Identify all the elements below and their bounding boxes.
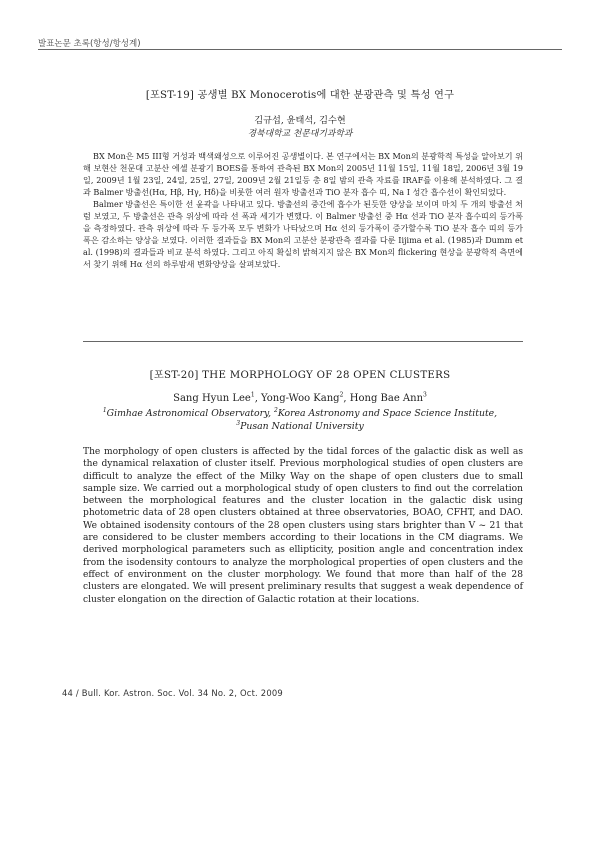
en-abstract-paragraph: The morphology of open clusters is affected by the tidal forces of the galactic disk as well as the dynamical relaxation of cluster itself. Previous morphological studies of open clusters are difficult to analyze the effect of the Milky Way on the shape of open clusters due to small sample size. We carried out a morphological study of open clusters to find out the correlation between the morphological features and the cluster location in the galactic disk using photometric data of 28 open clusters obtained at three observatories, BOAO, CFHT, and DAO. We obtained isodensity contours of the 28 open clusters using stars brighter than V ~ 21 that are considered to be cluster members according to their locations in the CM diagrams. We derived morphological parameters such as ellipticity, position angle and concentration index from the isodensity contours to analyze the morphological properties of open clusters and the effect of environment on the cluster morphology. We found that more than half of the 28 clusters are elongated. We will present preliminary results that suggest a weak dependence of cluster elongation on the direction of Galactic rotation at their locations.	[83, 447, 523, 605]
kr-paper-affiliation: 경북대학교 천문대기과학과	[247, 129, 353, 139]
affil-text: Pusan National University	[240, 420, 364, 432]
affiliations-line-1	[38, 408, 562, 421]
affil-text: Gimhae Astronomical Observatory,	[106, 408, 274, 419]
en-paper-affiliations	[38, 408, 562, 433]
affiliations-line-2	[38, 421, 562, 434]
affil-mark: 3	[236, 419, 241, 427]
en-paper-authors	[38, 393, 562, 404]
kr-paper-abstract	[83, 150, 523, 270]
author-affil-mark: 1	[250, 391, 255, 399]
author-name: Hong Bae Ann	[349, 393, 424, 404]
en-paper-abstract	[83, 446, 523, 606]
header-rule	[38, 49, 562, 50]
kr-paper-title: [포ST-19] 공생별 BX Monocerotis에 대한 분광관측 및 특성 연구	[145, 90, 455, 101]
page-footer-citation: 44 / Bull. Kor. Astron. Soc. Vol. 34 No. 2, Oct. 2009	[62, 688, 283, 698]
en-paper-title: [포ST-20] THE MORPHOLOGY OF 28 OPEN CLUSTERS	[149, 370, 451, 381]
author-name: Sang Hyun Lee	[173, 393, 251, 404]
author-name: Yong-Woo Kang	[261, 393, 340, 404]
affil-mark: 1	[102, 406, 107, 414]
section-divider	[83, 341, 523, 342]
affil-mark: 2	[273, 406, 278, 414]
author-affil-mark: 2	[339, 391, 344, 399]
author-affil-mark: 3	[423, 391, 427, 399]
kr-abstract-paragraph-1: BX Mon은 M5 III형 거성과 백색왜성으로 이루어진 공생별이다. 본 연구에서는 BX Mon의 분광학적 특성을 알아보기 위해 보현산 천문대 고분산 에셀 분광기 BOES를 통하여 관측된 BX Mon의 2005년 11월 15일, 11월 18일, 2006년 3월 19일, 2009년 1월 23일, 24일, 25일, 27일, 2009년 2월 21일등 총 8일 밤의 관측 자료를 IRAF를 이용해 분석하였다. 그 결과 Balmer 방출선(Hα, Hβ, Hγ, Hδ)을 비롯한 여러 원자 방출선과 TiO 분자 흡수 띠, Na I 성간 흡수선이 확인되었다.	[83, 151, 523, 197]
author-separator: ,	[254, 393, 262, 404]
affil-text: Korea Astronomy and Space Science Institute,	[277, 408, 498, 419]
kr-abstract-paragraph-2: Balmer 방출선은 특이한 선 윤곽을 나타내고 있다. 방출선의 중간에 흡수가 된듯한 양상을 보이며 마치 두 개의 방출선 처럼 보였고, 두 방출선은 관측 위상에 따라 선 폭과 세기가 변했다. 이 Balmer 방출선 중 Hα 선과 TiO 분자 흡수띠의 등가폭을 측정하였다. 관측 위상에 따라 두 등가폭 모두 변화가 나타났으며 Hα 선의 등가폭이 증가할수록 TiO 분자 흡수 띠의 등가폭은 감소하는 양상을 보였다. 이러한 결과들을 BX Mon의 고분산 분광관측 결과를 다룬 Iijima et al. (1985)과 Dumm et al. (1998)의 결과들과 비교 분석 하였다. 그리고 아직 확실히 밝혀지지 않은 BX Mon의 flickering 현상을 분광학적 측면에서 찾기 위해 Hα 선의 하루밤새 변화양상을 살펴보았다.	[83, 199, 523, 269]
running-header: 발표논문 초록(항성/항성계)	[38, 39, 141, 49]
author-separator: ,	[343, 393, 350, 404]
kr-paper-authors: 김규섭, 윤태석, 김수현	[254, 115, 346, 126]
